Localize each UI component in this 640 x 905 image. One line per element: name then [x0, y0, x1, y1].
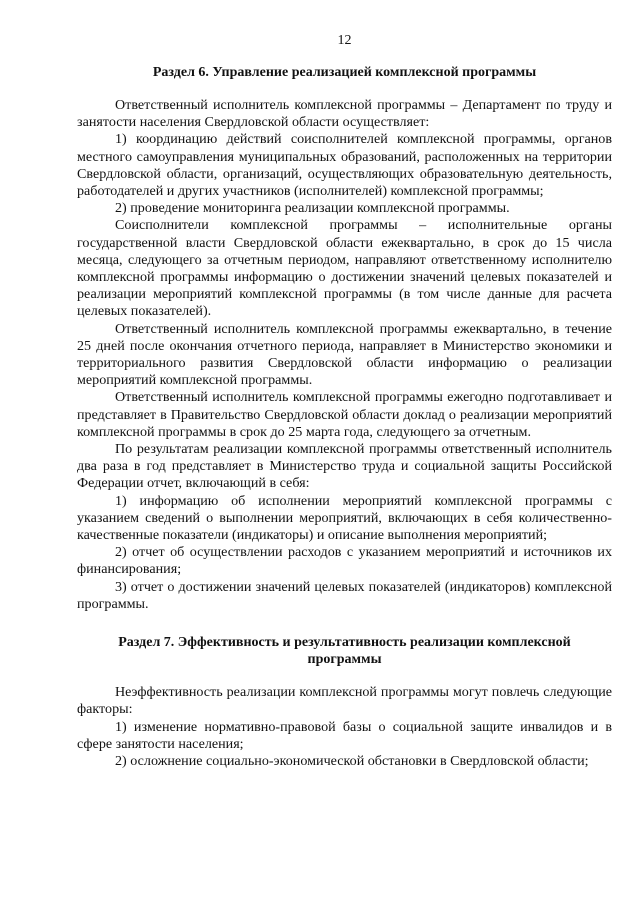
section-6-heading: Раздел 6. Управление реализацией комплексной программы [152, 65, 537, 80]
paragraph: Ответственный исполнитель комплексной программы – Департамент по труду и занятости населения Свердловской области осуществляет: [77, 97, 612, 131]
paragraph: Ответственный исполнитель комплексной программы ежегодно подготавливает и представляет в Правительство Свердловской области доклад о реализации мероприятий комплексной программы в срок до 25 марта года, следующего за отчетным. [77, 389, 612, 440]
list-item: 2) осложнение социально-экономической обстановки в Свердловской области; [115, 752, 589, 769]
list-item: 2) отчет об осуществлении расходов с указанием мероприятий и источников их финансирования; [77, 544, 612, 578]
list-item: 1) изменение нормативно-правовой базы о социальной защите инвалидов и в сфере занятости населения; [77, 718, 612, 752]
list-item: 1) координацию действий соисполнителей комплексной программы, органов местного самоуправления муниципальных образований, расположенных на территории Свердловской области, организаций, осуществляющих образовательную деятельность, работодателей и других участников (исполнителей) комплексной программы; [77, 131, 612, 200]
paragraph: Неэффективность реализации комплексной программы могут повлечь следующие факторы: [77, 684, 612, 718]
document-page [77, 32, 612, 770]
paragraph: Ответственный исполнитель комплексной программы ежеквартально, в течение 25 дней после окончания отчетного периода, направляет в Министерство экономики и территориального развития Свердловской области информацию о реализации мероприятий комплексной программы. [77, 320, 612, 389]
section-7-heading-line1: Раздел 7. Эффективность и результативность реализации комплексной [118, 635, 571, 651]
list-item: 2) проведение мониторинга реализации комплексной программы. [115, 200, 510, 217]
list-item: 3) отчет о достижении значений целевых показателей (индикаторов) комплексной программы. [77, 578, 612, 612]
paragraph: По результатам реализации комплексной программы ответственный исполнитель два раза в год представляет в Министерство труда и социальной защиты Российской Федерации отчет, включающий в себя: [77, 441, 612, 492]
section-7 [77, 634, 612, 770]
page-number: 12 [337, 33, 352, 48]
section-7-heading-line2: программы [307, 652, 382, 668]
paragraph: Соисполнители комплексной программы – исполнительные органы государственной власти Свердловской области ежеквартально, в срок до 15 числа месяца, следующего за отчетным периодом, направляют ответственному исполнителю комплексной программы информацию о достижении значений целевых показателей и реализации мероприятий комплексной программы (в том числе данные для расчета целевых показателей). [77, 217, 612, 320]
section-6 [77, 64, 612, 613]
section-7-heading [77, 634, 612, 668]
list-item: 1) информацию об исполнении мероприятий комплексной программы с указанием сведений о выполнении мероприятий, включающих в себя количественно-качественные показатели (индикаторы) и описание выполнения мероприятий; [77, 492, 612, 544]
